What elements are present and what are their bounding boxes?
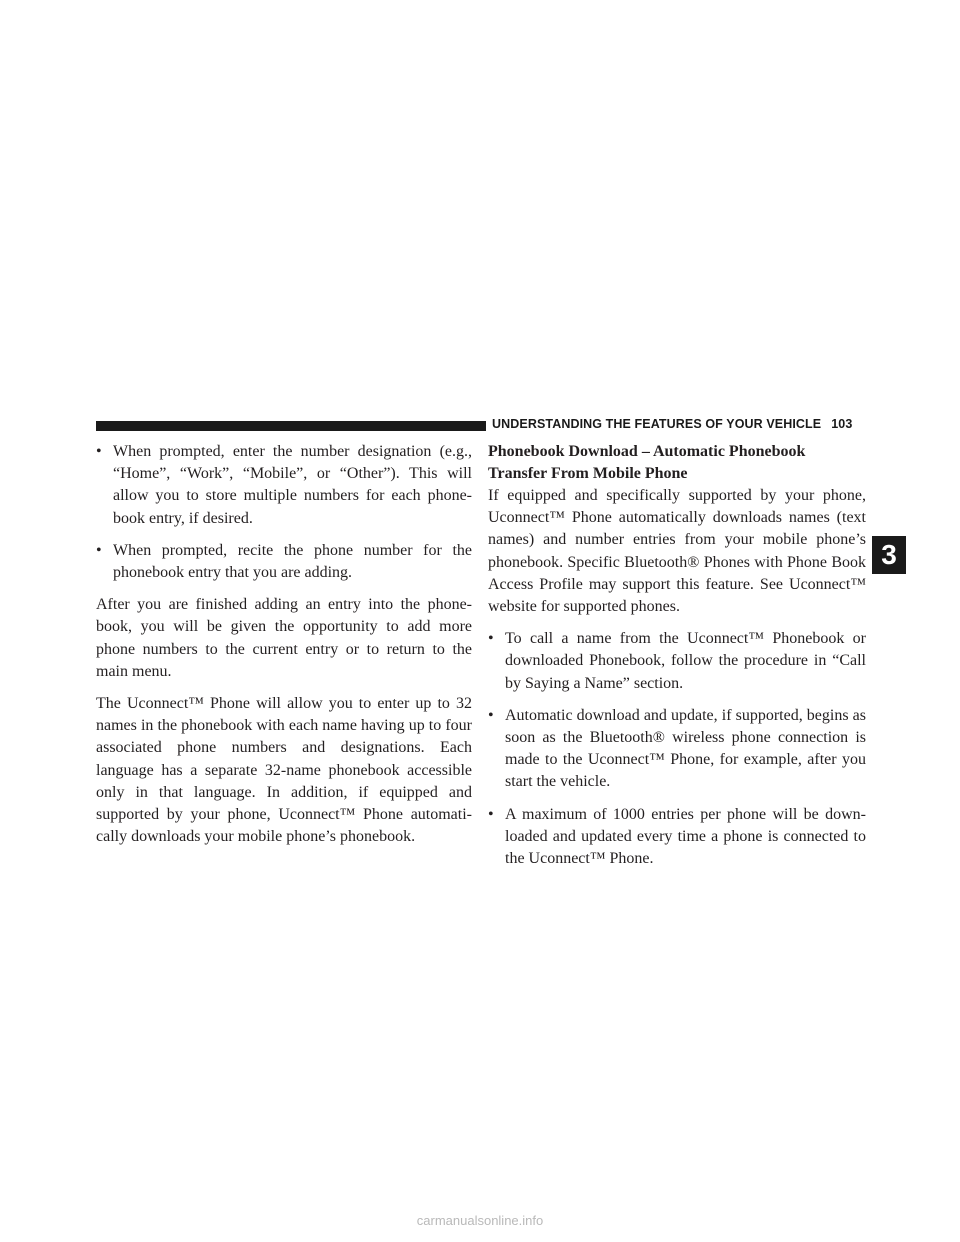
bullet-text: To call a name from the Uconnect™ Phonebook or downloaded Phonebook, follow the procedure in “Call by Saying a Name” section. [505,630,866,692]
header-rule [96,421,486,431]
bullet-glyph: • [96,541,102,559]
chapter-tab: 3 [872,536,906,574]
bullet-glyph: • [488,805,494,823]
body-paragraph: The Uconnect™ Phone will allow you to enter up to 32 names in the phonebook with each name having up to four associated phone numbers and designations. Each language has a separate 32-name phonebook accessible only in that language. In addition, if equipped and supported by your phone, Uconnect™ Phone automati-cally downloads your mobile phone’s phonebook. [96,695,472,846]
bullet-item [96,540,472,584]
bullet-glyph: • [488,630,494,648]
bullet-item [96,441,472,530]
bullet-item [488,705,866,794]
bullet-text: When prompted, enter the number designation (e.g., “Home”, “Work”, “Mobile”, or “Other”). This will allow you to store multiple numbers for each phone-book entry, if desired. [113,443,472,527]
left-column [96,441,472,858]
watermark: carmanualsonline.info [416,1213,544,1228]
bullet-glyph: • [96,443,102,460]
right-column [488,441,866,880]
page-number: 103 [831,417,853,431]
bullet-text: When prompted, recite the phone number for the phonebook entry that you are adding. [113,541,472,582]
section-title: UNDERSTANDING THE FEATURES OF YOUR VEHICLE [492,417,822,431]
intro-paragraph: If equipped and specifically supported by your phone, Uconnect™ Phone automatically downloads names (text names) and number entries from your mobile phone’s phonebook. Specific Bluetooth® Phones with Phone Book Access Profile may support this feature. See Uconnect™ website for supported phones. [488,487,866,616]
bullet-glyph: • [488,706,494,724]
section-heading: Phonebook Download – Automatic Phonebook Transfer From Mobile Phone [488,443,806,482]
bullet-text: Automatic download and update, if supported, begins as soon as the Bluetooth® wireless phone connection is made to the Uconnect™ Phone, for example, after you start the vehicle. [505,706,866,791]
bullet-text: A maximum of 1000 entries per phone will be down-loaded and updated every time a phone is connected to the Uconnect™ Phone. [505,805,866,868]
bullet-item [488,628,866,695]
running-header [492,417,852,431]
bullet-item [488,804,866,871]
body-paragraph: After you are finished adding an entry into the phone-book, you will be given the opportunity to add more phone numbers to the current entry or to return to the main menu. [96,596,472,680]
